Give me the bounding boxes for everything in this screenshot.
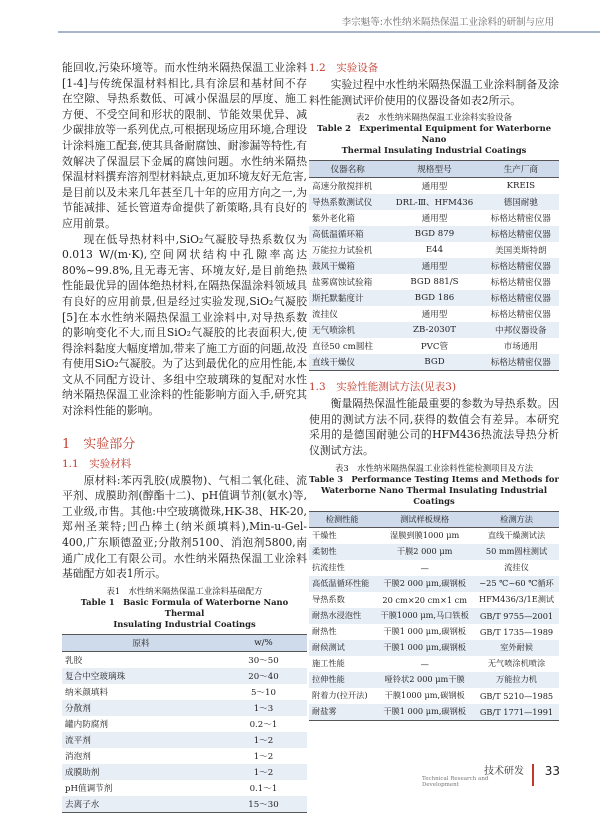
- table-cell: 标格达精密仪器: [490, 310, 551, 321]
- table-cell: 干膜1 000 μm,碳钢板: [383, 626, 466, 637]
- table-row: [62, 796, 307, 813]
- table-cell: 干燥性: [312, 530, 337, 541]
- paragraph: 实验过程中水性纳米隔热保温工业涂料制备及涂料性能测试评价使用的仪器设备如表2所示。: [309, 78, 559, 107]
- table-row: [309, 258, 559, 274]
- table-row: [309, 322, 559, 338]
- table-cell: 复合中空玻璃珠: [62, 668, 220, 684]
- paragraph: 原材料:苯丙乳胶(成膜物)、气相二氧化硅、流平剂、成膜助剂(醇酯十二)、pH值调节剂(氨水)等,工业级,市售。其他:中空玻璃微珠,HK-38、HK-20,郑州圣莱特;凹凸棒土(纳米颜填料),Min-u-Gel-400,广东顺德盈亚;分散剂5100、消泡剂5800,南通广成化工有限公司。水性纳米隔热保温工业涂料基础配方如表1所示。: [62, 473, 307, 581]
- table-row: [309, 576, 559, 592]
- table-cell: 乳胶: [65, 655, 83, 666]
- table-cell: 0.2～1: [249, 719, 278, 730]
- table-cell: BGD: [386, 354, 482, 371]
- col-header: 生产厂商: [483, 161, 559, 178]
- table-cell: 美国美斯特朗: [495, 246, 547, 257]
- table-cell: BGD 881/S: [410, 277, 459, 288]
- table-cell: 成膜助剂: [62, 764, 220, 780]
- table-cell: 1～3: [220, 700, 307, 716]
- table-row: [309, 274, 559, 290]
- running-title: 李宗魁等:水性纳米隔热保温工业涂料的研制与应用: [341, 17, 554, 28]
- caption-en: Table 2 Experimental Equipment for Waterborne Nano: [316, 123, 552, 145]
- table-row: [309, 290, 559, 306]
- table-cell: 施工性能: [312, 658, 345, 669]
- table-cell: 标格达精密仪器: [490, 214, 551, 225]
- table-cell: GB/T 5210—1985: [479, 690, 554, 701]
- table-row: [309, 624, 559, 640]
- table-cell: 附着力(拉开法): [312, 690, 368, 701]
- table-cell: 罐内防腐剂: [65, 719, 108, 730]
- table-cell: DRL-Ⅲ、HFM436: [386, 194, 482, 210]
- table-cell: 室外耐候: [474, 640, 559, 656]
- caption-en: Waterborne Nano Thermal Insulating Industrial Coatings: [320, 484, 548, 506]
- table-cell: 5～10: [250, 687, 276, 698]
- table-cell: 标格达精密仪器: [490, 278, 551, 289]
- table-row: [309, 608, 559, 624]
- table-cell: 无气喷涂机: [309, 322, 386, 338]
- table-cell: HFM436/3/1E测试: [478, 594, 555, 605]
- table-row: [309, 672, 559, 688]
- table-cell: 导热系数测试仪: [309, 194, 386, 210]
- table-row: [309, 560, 559, 576]
- table-row: [309, 306, 559, 322]
- col-header: 原料: [62, 634, 220, 651]
- table2-caption: [309, 112, 559, 156]
- table-cell: —: [420, 658, 429, 669]
- col-header: 仪器名称: [309, 161, 386, 178]
- caption-cn: 表1 水性纳米隔热保温工业涂料基础配方: [106, 585, 263, 596]
- section-heading: 1 实验部分: [62, 436, 136, 452]
- col-header: 测试样板规格: [375, 511, 474, 527]
- table-cell: ZB-2030T: [386, 322, 482, 338]
- col-header: w/%: [220, 634, 307, 651]
- right-column: [309, 60, 559, 721]
- subsection-heading: 1.3 实验性能测试方法(见表3): [309, 381, 457, 394]
- table-cell: 30～50: [248, 655, 279, 666]
- table-cell: GB/T 9755—2001: [474, 608, 559, 624]
- table-cell: 高低温循环箱: [309, 226, 386, 242]
- table-cell: 德国耐驰: [483, 194, 559, 210]
- table-cell: 流挂仪: [312, 310, 338, 321]
- table-cell: 通用型: [421, 214, 448, 225]
- table-cell: E44: [425, 245, 444, 256]
- table-cell: 通用型: [421, 182, 448, 193]
- table-cell: 万能拉力试验机: [312, 246, 373, 257]
- subsection-heading: 1.1 实验材料: [62, 457, 132, 470]
- table-cell: 导热系数: [312, 594, 345, 605]
- table-cell: 直径50 cm圆柱: [312, 342, 374, 353]
- table-cell: —: [420, 562, 429, 573]
- table-cell: 流平剂: [62, 732, 220, 748]
- table-cell: 抗流挂性: [312, 562, 345, 573]
- table-cell: 分散剂: [62, 700, 220, 716]
- table-cell: 高低温循环性能: [309, 576, 375, 592]
- table-cell: 1～2: [253, 751, 274, 762]
- table1-caption: [62, 586, 307, 630]
- table-cell: GB/T 1735—1989: [479, 626, 554, 637]
- table-cell: 标格达精密仪器: [483, 290, 559, 306]
- table-cell: 消泡剂: [65, 751, 91, 762]
- table-cell: 中邦仪器设备: [483, 322, 559, 338]
- table-cell: 标格达精密仪器: [483, 258, 559, 274]
- table-row: [309, 640, 559, 656]
- table-cell: pH值调节剂: [65, 783, 113, 794]
- table-cell: 耐盐雾: [309, 704, 375, 721]
- table-cell: 干膜2 000 μm: [375, 544, 474, 560]
- table-cell: 无气喷涂机喷涂: [487, 658, 546, 669]
- table-row: [309, 704, 559, 721]
- caption-en: Thermal Insulating Industrial Coatings: [341, 145, 527, 156]
- caption-en: Insulating Industrial Coatings: [113, 618, 256, 629]
- table-cell: 干膜1 000 μm,碳钢板: [375, 640, 474, 656]
- paragraph: 衡量隔热保温性能最重要的参数为导热系数。因使用的测试方法不同,获得的数值会有差异。本研究采用的是德国耐驰公司的HFM436热流法导热分析仪测试方法。: [309, 397, 559, 457]
- caption-en: Table 3 Performance Testing Items and Methods for: [309, 473, 559, 484]
- table-row: [309, 592, 559, 608]
- journal-name-en: Technical Research and Development: [422, 776, 489, 788]
- table-cell: −25 ℃~60 ℃循环: [474, 576, 559, 592]
- table-cell: 流挂仪: [504, 562, 529, 573]
- caption-cn: 表3 水性纳米隔热保温工业涂料性能检测项目及方法: [335, 462, 533, 473]
- table3-caption: [309, 463, 559, 507]
- table-cell: 15～30: [220, 796, 307, 813]
- table-cell: 20～40: [220, 668, 307, 684]
- table-row: [309, 194, 559, 210]
- table1: [62, 634, 307, 813]
- table-row: [62, 684, 307, 700]
- table-row: [62, 700, 307, 716]
- table-row: [309, 656, 559, 672]
- caption-en: Table 1 Basic Formula of Waterborne Nano Thermal: [80, 596, 289, 618]
- col-header: 检测方法: [474, 511, 559, 527]
- table-row: [309, 527, 559, 544]
- table-row: [309, 544, 559, 560]
- table-cell: 1～2: [220, 764, 307, 780]
- table-cell: 去离子水: [62, 796, 220, 813]
- table-cell: 鼓风干燥箱: [309, 258, 386, 274]
- table-cell: 标格达精密仪器: [483, 354, 559, 371]
- table-row: [309, 688, 559, 704]
- table-row: [309, 242, 559, 258]
- table-cell: BGD 186: [386, 290, 482, 306]
- table-row: [309, 210, 559, 226]
- caption-cn: 表2 水性纳米隔热保温工业涂料实验设备: [355, 112, 513, 123]
- table-cell: 标格达精密仪器: [483, 226, 559, 242]
- table-cell: 0.1～1: [249, 783, 278, 794]
- footer-divider: [532, 764, 534, 786]
- table-cell: KREIS: [506, 181, 536, 192]
- table-cell: 斯托默黏度计: [309, 290, 386, 306]
- table-cell: 20 cm×20 cm×1 cm: [382, 594, 467, 605]
- table-cell: 纳米颜填料: [65, 687, 108, 698]
- table-cell: 拉伸性能: [309, 672, 375, 688]
- journal-name: 技术研发: [484, 766, 524, 777]
- table-cell: 湿膜到膜1000 μm: [390, 530, 460, 541]
- table-cell: 耐热性: [312, 626, 337, 637]
- table-cell: 柔韧性: [309, 544, 375, 560]
- table-cell: 通用型: [386, 258, 482, 274]
- table-row: [309, 338, 559, 354]
- page-footer: [422, 762, 572, 790]
- table-cell: BGD 879: [386, 226, 482, 242]
- table3: [309, 511, 559, 721]
- table-cell: 50 mm圆柱测试: [474, 544, 559, 560]
- table-cell: 通用型: [421, 310, 448, 321]
- table-row: [309, 178, 559, 195]
- table-row: [62, 748, 307, 764]
- col-header: 检测性能: [309, 511, 375, 527]
- table-cell: 直线干燥仪: [309, 354, 386, 371]
- table-cell: 干膜2 000 μm,碳钢板: [375, 576, 474, 592]
- table-cell: 盐雾腐蚀试验箱: [312, 278, 373, 289]
- table-cell: 市场通用: [503, 342, 539, 353]
- page-header: [0, 0, 600, 34]
- table-cell: PVC管: [420, 342, 449, 353]
- col-header: 规格型号: [386, 161, 482, 178]
- left-column: [62, 60, 307, 813]
- paragraph: 能回收,污染环境等。而水性纳米隔热保温工业涂料[1-4]与传统保温材料相比,具有涂层和基材间不存在空隙、导热系数低、可减小保温层的厚度、施工方便、不受空间和形状的限制、节能效果优异、减少碳排放等一系列优点,可根据现场应用环境,合理设计涂料施工配套,使其具备耐腐蚀、耐渗漏等特性,有效解决了保温层下金属的腐蚀问题。水性纳米隔热保温材料撰弃溶剂型材料缺点,更加环境友好无危害,是目前以及未来几年甚至几十年的应用方向之一,为节能减排、延长管道寿命提供了新策略,具有良好的应用前景。: [62, 61, 307, 230]
- table-row: [62, 668, 307, 684]
- table-row: [62, 716, 307, 732]
- paragraph: 现在低导热材料中,SiO₂气凝胶导热系数仅为0.013 W/(m·K),空间网状结构中孔隙率高达80%~99.8%,且无毒无害、环境友好,是目前绝热性能最优异的固体绝热材料,在隔热保温涂料领域具有良好的应用前景,但是经过实验发现,SiO₂气凝胶[5]在本水性纳米隔热保温工业涂料中,对导热系数的影响变化不大,而且SiO₂气凝胶的比表面积大,使得涂料黏度大幅度增加,带来了施工方面的问题,故没有使用SiO₂气凝胶。为了达到最优化的应用性能,本文从不同配方设计、多组中空玻璃珠的复配对水性纳米隔热保温工业涂料的性能影响方面入手,研究其对涂料性能的影响。: [62, 232, 307, 418]
- table-cell: 高速分散搅拌机: [312, 182, 373, 193]
- table-cell: 耐候测试: [309, 640, 375, 656]
- table-cell: GB/T 1771—1991: [474, 704, 559, 721]
- page-number: 33: [544, 764, 560, 778]
- table-cell: 哑铃状2 000 μm干膜: [375, 672, 474, 688]
- table-row: [309, 226, 559, 242]
- table-row: [62, 764, 307, 780]
- table-row: [62, 732, 307, 748]
- table-cell: 1～2: [220, 732, 307, 748]
- table-cell: 干膜1000 μm,马口铁板: [375, 608, 474, 624]
- table-cell: 干膜1000 μm,碳钢板: [384, 690, 465, 701]
- header-rule: [58, 31, 600, 33]
- table-cell: 直线干燥测试法: [487, 530, 546, 541]
- table-row: [309, 354, 559, 371]
- subsection-heading: 1.2 实验设备: [309, 62, 379, 74]
- table2: [309, 160, 559, 371]
- table-row: [62, 780, 307, 796]
- table-row: [62, 651, 307, 668]
- table-cell: 干膜1 000 μm,碳钢板: [375, 704, 474, 721]
- table-cell: 紫外老化箱: [312, 214, 355, 225]
- table-cell: 耐热水浸泡性: [309, 608, 375, 624]
- table-cell: 万能拉力机: [474, 672, 559, 688]
